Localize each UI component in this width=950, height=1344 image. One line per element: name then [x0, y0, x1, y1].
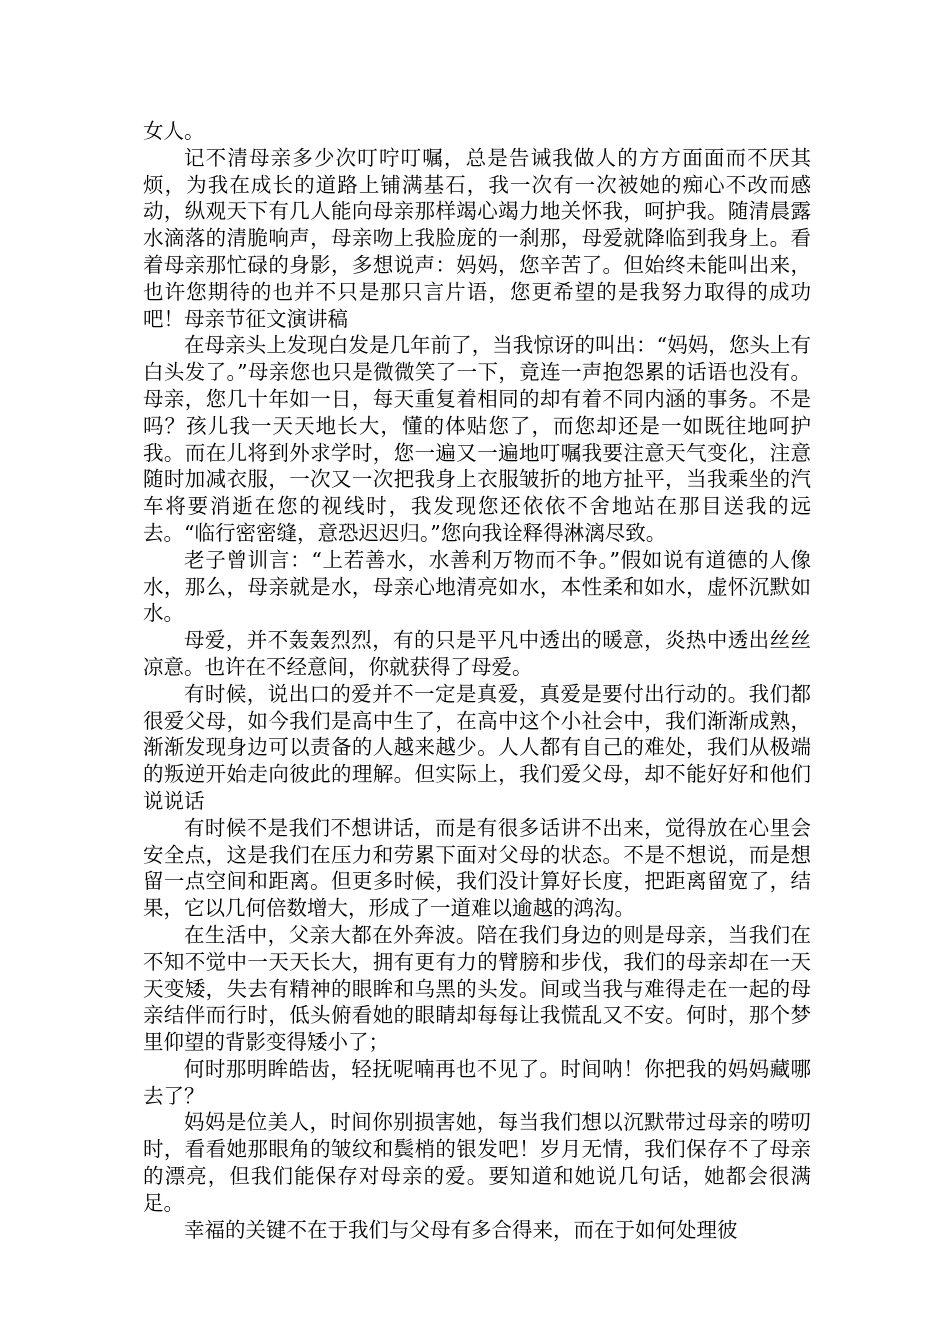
- paragraph: 妈妈是位美人，时间你别损害她，每当我们想以沉默带过母亲的唠叨时，看看她那眼角的皱纹和鬓梢的银发吧！岁月无情，我们保存不了母亲的漂亮，但我们能保存对母亲的爱。要知道和她说几句话，她都会很满足。: [143, 1110, 811, 1215]
- paragraph: 何时那明眸皓齿，轻抚呢喃再也不见了。时间呐！你把我的妈妈藏哪去了？: [143, 1056, 811, 1108]
- paragraph: 幸福的关键不在于我们与父母有多合得来，而在于如何处理彼: [184, 1217, 738, 1242]
- paragraph: 在母亲头上发现白发是几年前了，当我惊讶的叫出：“妈妈，您头上有白头发了。”母亲您也只是微微笑了一下，竟连一声抱怨累的话语也没有。母亲，您几十年如一日，每天重复着相同的却有着不同内涵的事务。不是吗？孩儿我一天天地长大，懂的体贴您了，而您却还是一如既往地呵护我。而在儿将到外求学时，您一遍又一遍地叮嘱我要注意天气变化，注意随时加减衣服，一次又一次把我身上衣服皱折的地方扯平，当我乘坐的汽车将要消逝在您的视线时，我发现您还依依不舍地站在那目送我的远去。“临行密密缝，意恐迟迟归。”您向我诠释得淋漓尽致。: [143, 333, 811, 545]
- document-body: [143, 118, 811, 1243]
- paragraph-continuation: 女人。: [143, 119, 205, 143]
- paragraph: 母爱，并不轰轰烈烈，有的只是平凡中透出的暖意，炎热中透出丝丝凉意。也许在不经意间，你就获得了母爱。: [143, 628, 811, 679]
- paragraph: 有时候不是我们不想讲话，而是有很多话讲不出来，觉得放在心里会安全点，这是我们在压力和劳累下面对父母的状态。不是不想说，而是想留一点空间和距离。但更多时候，我们没计算好长度，把距离留宽了，结果，它以几何倍数增大，形成了一道难以逾越的鸿沟。: [143, 815, 811, 921]
- paragraph: 老子曾训言：“上若善水，水善利万物而不争。”假如说有道德的人像水，那么，母亲就是水，母亲心地清亮如水，本性柔和如水，虚怀沉默如水。: [143, 547, 811, 626]
- paragraph: 记不清母亲多少次叮咛叮嘱，总是告诫我做人的方方面面而不厌其烦，为我在成长的道路上铺满基石，我一次有一次被她的痴心不改而感动，纵观天下有几人能向母亲那样竭心竭力地关怀我，呵护我。随清晨露水滴落的清脆响声，母亲吻上我脸庞的一刹那，母爱就降临到我身上。看着母亲那忙碌的身影，多想说声：妈妈，您辛苦了。但始终未能叫出来，也许您期待的也并不只是那只言片语，您更希望的是我努力取得的成功吧！母亲节征文演讲稿: [143, 145, 811, 331]
- paragraph: 在生活中，父亲大都在外奔波。陪在我们身边的则是母亲，当我们在不知不觉中一天天长大，拥有更有力的臂膀和步伐，我们的母亲却在一天天变矮，失去有精神的眼眸和乌黑的头发。间或当我与难得走在一起的母亲结伴而行时，低头俯看她的眼睛却每每让我慌乱又不安。何时，那个梦里仰望的背影变得矮小了；: [143, 922, 811, 1055]
- paragraph: 有时候，说出口的爱并不一定是真爱，真爱是要付出行动的。我们都很爱父母，如今我们是高中生了，在高中这个小社会中，我们渐渐成熟，渐渐发现身边可以责备的人越来越少。人人都有自己的难处，我们从极端的叛逆开始走向彼此的理解。但实际上，我们爱父母，却不能好好和他们说说话: [143, 681, 811, 813]
